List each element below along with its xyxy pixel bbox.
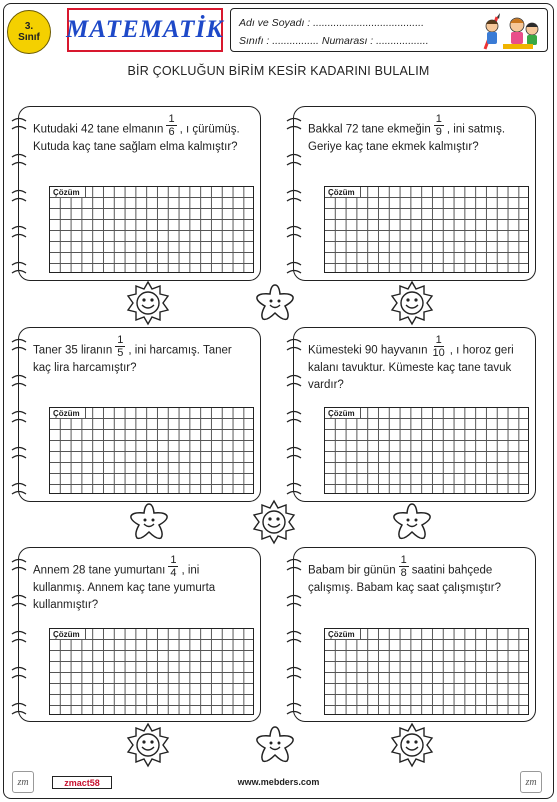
- fraction: $\frac{1}{10}$: [432, 334, 445, 359]
- page-title: BİR ÇOKLUĞUN BİRİM KESİR KADARINI BULALIM: [127, 64, 430, 78]
- grade-badge: [7, 10, 51, 54]
- solution-grid[interactable]: [49, 407, 254, 494]
- grade-word: Sınıf: [18, 32, 40, 43]
- footer-logo-right: zm: [520, 771, 542, 793]
- spiral-binding-icon: [285, 558, 303, 718]
- smiling-sun-icon: [251, 499, 297, 545]
- fraction: $\frac{1}{4}$: [170, 554, 177, 579]
- fraction: $\frac{1}{8}$: [400, 554, 407, 579]
- solution-grid[interactable]: [324, 186, 529, 273]
- class-number-line: Sınıfı : ................ Numarası : ..................: [239, 35, 429, 47]
- fraction: $\frac{1}{5}$: [117, 334, 124, 359]
- subject-title-box: [67, 8, 223, 52]
- smiling-star-icon: [390, 501, 434, 543]
- problem-text: Babam bir günün $\frac{1}{8}$ saatini bahçede çalışmış. Babam kaç saat çalışmıştır?: [308, 554, 502, 594]
- solution-label: Çözüm: [325, 187, 361, 198]
- smiling-sun-icon: [389, 722, 435, 768]
- smiling-sun-icon: [125, 722, 171, 768]
- grade-number: 3.: [24, 21, 34, 32]
- worksheet-code: zmact58: [52, 776, 112, 789]
- solution-grid[interactable]: [324, 628, 529, 715]
- problem-text: Annem 28 tane yumurtanı $\frac{1}{4}$ , ini kullanmış. Annem kaç tane yumurta kullanmıştır?: [33, 554, 216, 611]
- problem-card-2: [293, 106, 536, 281]
- problem-text: Taner 35 liranın $\frac{1}{5}$ , ini harcamış. Taner kaç lira harcamıştır?: [33, 334, 232, 374]
- smiling-star-icon: [253, 282, 297, 324]
- student-info-box: [230, 8, 548, 52]
- kids-illustration-icon: [477, 11, 541, 53]
- fraction: $\frac{1}{6}$: [168, 113, 175, 138]
- problem-text: Kümesteki 90 hayvanın $\frac{1}{10}$ , ı horoz geri kalanı tavuktur. Kümeste kaç tane tavuk vardır?: [308, 334, 514, 391]
- problem-card-6: [293, 547, 536, 722]
- spiral-binding-icon: [10, 338, 28, 498]
- problem-text: Bakkal 72 tane ekmeğin $\frac{1}{9}$ , ini satmış. Geriye kaç tane ekmek kalmıştır?: [308, 113, 506, 153]
- solution-grid[interactable]: [324, 407, 529, 494]
- smiling-sun-icon: [389, 280, 435, 326]
- solution-grid[interactable]: [49, 628, 254, 715]
- website-link[interactable]: www.mebders.com: [237, 777, 320, 787]
- spiral-binding-icon: [10, 117, 28, 277]
- fraction: $\frac{1}{9}$: [435, 113, 442, 138]
- smiling-star-icon: [253, 724, 297, 766]
- spiral-binding-icon: [285, 338, 303, 498]
- problem-card-5: [18, 547, 261, 722]
- solution-label: Çözüm: [50, 187, 86, 198]
- spiral-binding-icon: [285, 117, 303, 277]
- problem-card-3: [18, 327, 261, 502]
- smiling-sun-icon: [125, 280, 171, 326]
- solution-label: Çözüm: [50, 408, 86, 419]
- spiral-binding-icon: [10, 558, 28, 718]
- footer-logo-left: zm: [12, 771, 34, 793]
- subject-title: MATEMATİK: [66, 16, 224, 43]
- smiling-star-icon: [127, 501, 171, 543]
- name-line: Adı ve Soyadı : ......................................: [239, 17, 424, 29]
- solution-label: Çözüm: [325, 629, 361, 640]
- problem-card-4: [293, 327, 536, 502]
- solution-label: Çözüm: [50, 629, 86, 640]
- problem-card-1: [18, 106, 261, 281]
- solution-label: Çözüm: [325, 408, 361, 419]
- problem-text: Kutudaki 42 tane elmanın $\frac{1}{6}$ , ı çürümüş. Kutuda kaç tane sağlam elma kalmıştır?: [33, 113, 240, 153]
- solution-grid[interactable]: [49, 186, 254, 273]
